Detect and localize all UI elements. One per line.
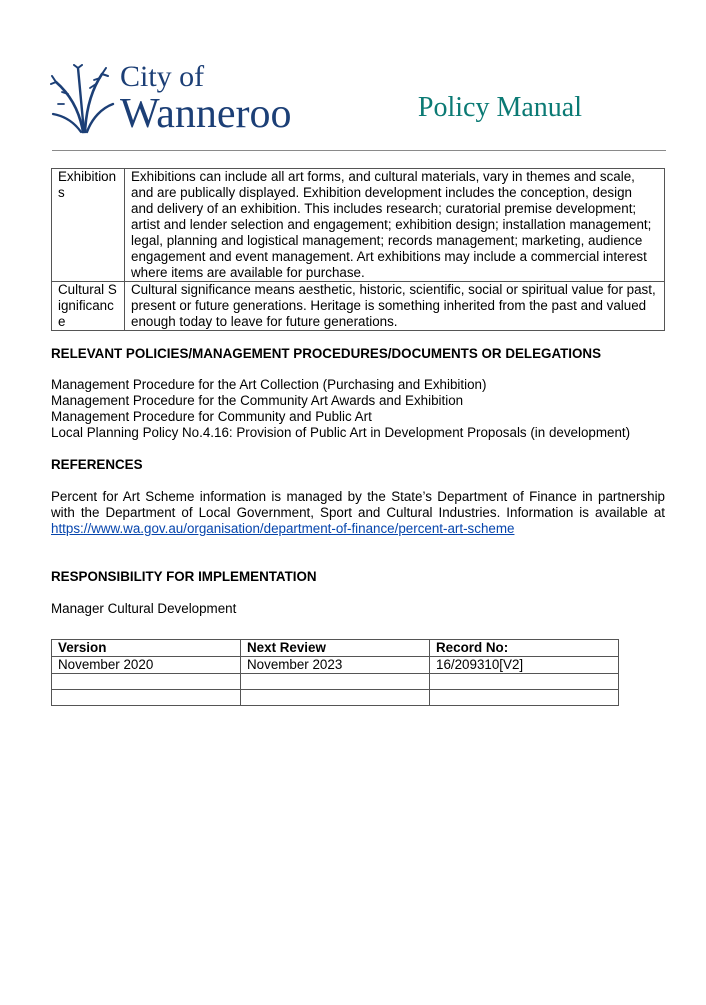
header-divider	[52, 150, 666, 151]
record-no-header: Record No:	[430, 640, 619, 657]
definition-text: Cultural significance means aesthetic, historic, scientific, social or spiritual value for past, present or future generations. Heritage is something inherited from the past and valued enough today to leave for future generations.	[125, 282, 665, 331]
list-item: Management Procedure for the Community Art Awards and Exhibition	[51, 393, 464, 408]
version-table	[51, 639, 619, 706]
table-row	[52, 690, 619, 706]
relevant-heading: RELEVANT POLICIES/MANAGEMENT PROCEDURES/DOCUMENTS OR DELEGATIONS	[51, 346, 602, 361]
definition-term: Exhibitions	[52, 169, 125, 282]
definition-text: Exhibitions can include all art forms, and cultural materials, vary in themes and scale, and are publically displayed. Exhibition development includes the conception, design and delivery of an exhibition. This includes research; curatorial premise development; artist and lender selection and engagement; exhibition design; installation management; legal, planning and logistical management; records management; marketing, audience engagement and event management. Art exhibitions may include a commercial interest where items are available for purchase.	[125, 169, 665, 282]
version-cell: November 2020	[52, 657, 241, 674]
table-row	[52, 674, 619, 690]
next-review-header: Next Review	[241, 640, 430, 657]
table-row	[52, 282, 665, 331]
references-heading: REFERENCES	[51, 457, 143, 472]
next-review-cell	[241, 674, 430, 690]
logo-city-text: City of	[120, 60, 205, 93]
page-header	[0, 0, 706, 152]
logo-name-text: Wanneroo	[120, 91, 292, 137]
table-row	[52, 169, 665, 282]
list-item: Management Procedure for the Art Collection (Purchasing and Exhibition)	[51, 377, 487, 392]
responsibility-text: Manager Cultural Development	[51, 601, 237, 616]
list-item: Local Planning Policy No.4.16: Provision of Public Art in Development Proposals (in development)	[51, 425, 631, 440]
manual-title: Policy Manual	[417, 92, 582, 123]
list-item: Management Procedure for Community and Public Art	[51, 409, 372, 424]
relevant-list	[51, 377, 665, 441]
references-body: Percent for Art Scheme information is managed by the State’s Department of Finance in partnership with the Department of Local Government, Sport and Cultural Industries. Information is available at	[51, 489, 665, 520]
table-header-row	[52, 640, 619, 657]
next-review-cell	[241, 690, 430, 706]
table-row	[52, 657, 619, 674]
version-header: Version	[52, 640, 241, 657]
record-no-cell: 16/209310[V2]	[430, 657, 619, 674]
version-cell	[52, 690, 241, 706]
definition-term: Cultural Significance	[52, 282, 125, 331]
percent-art-scheme-link[interactable]: https://www.wa.gov.au/organisation/department-of-finance/percent-art-scheme	[51, 521, 515, 536]
kangaroo-paw-icon	[50, 64, 116, 134]
version-cell	[52, 674, 241, 690]
definitions-table	[51, 168, 665, 331]
next-review-cell: November 2023	[241, 657, 430, 674]
responsibility-heading: RESPONSIBILITY FOR IMPLEMENTATION	[51, 569, 317, 584]
references-text	[51, 489, 665, 537]
record-no-cell	[430, 690, 619, 706]
page-content	[51, 168, 665, 706]
record-no-cell	[430, 674, 619, 690]
